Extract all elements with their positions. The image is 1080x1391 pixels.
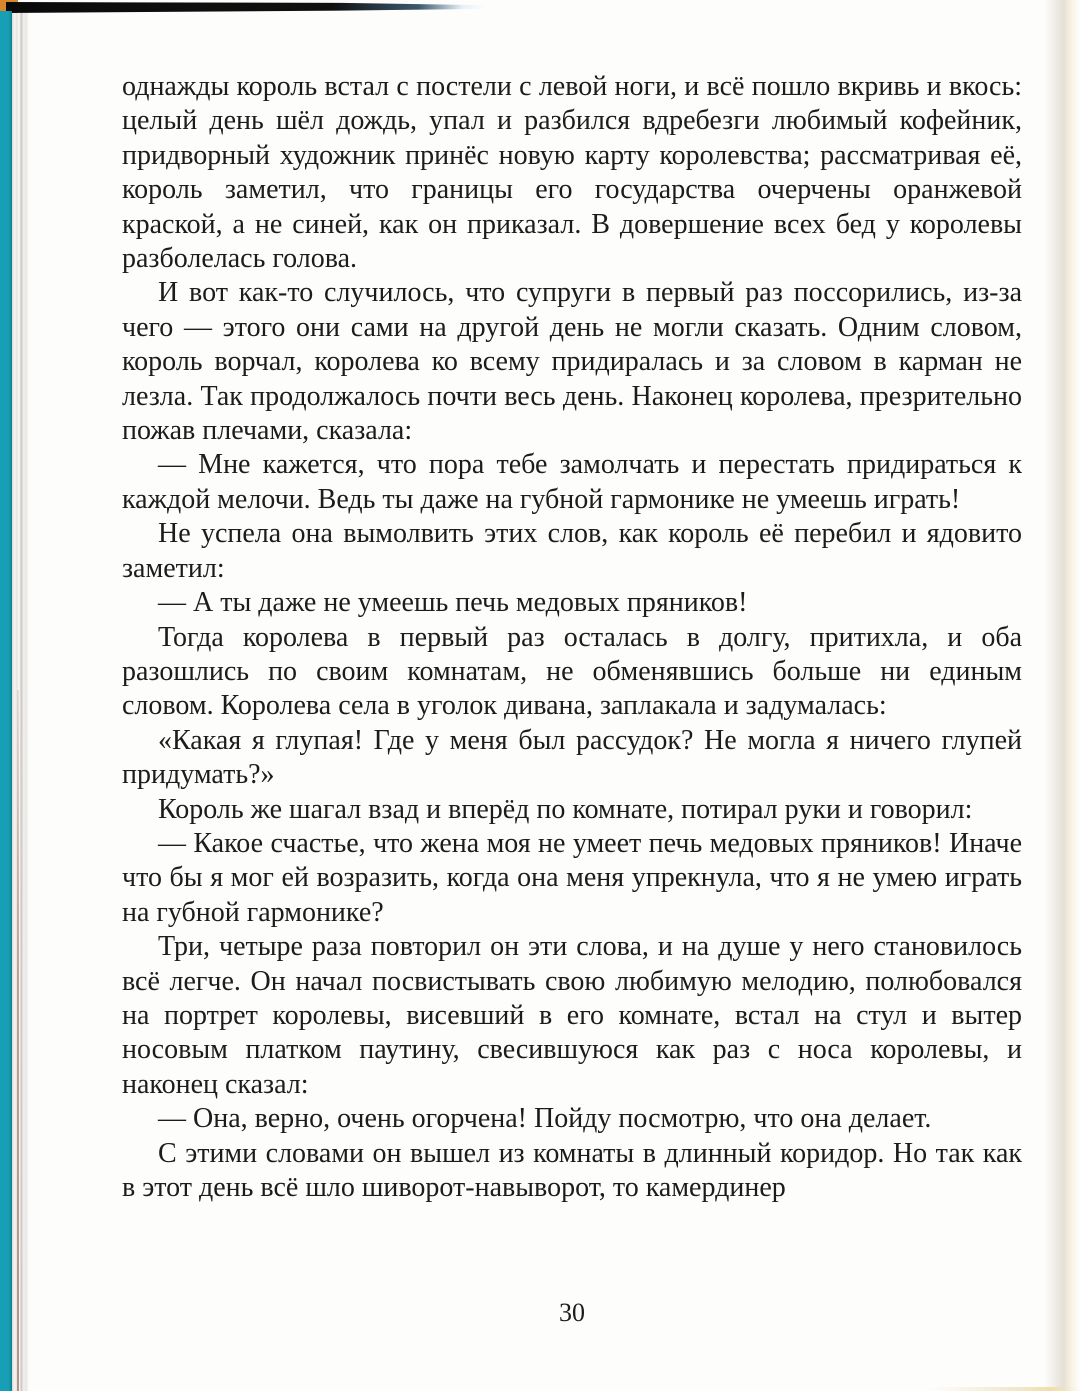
paragraph: Три, четыре раза повторил он эти слова, и на душе у него становилось всё легче. Он начал посвистывать свою любимую мелодию, полюбовался на портрет королевы, висевший в его комнате, встал на стул и вытер носовым платком паутину, свесившуюся как раз с носа королевы, и наконец сказал: <box>122 931 1022 1100</box>
page-number: 30 <box>559 1298 585 1327</box>
paragraph: Король же шагал взад и вперёд по комнате, потирал руки и говорил: <box>158 793 973 825</box>
paragraph: — Она, верно, очень огорчена! Пойду посмотрю, что она делает. <box>158 1103 932 1135</box>
paragraph: Не успела она вымолвить этих слов, как король её перебил и ядовито заметил: <box>122 518 1022 584</box>
paragraph: С этими словами он вышел из комнаты в длинный коридор. Но так как в этот день всё шло шиворот-навыворот, то камердинер <box>122 1137 1022 1203</box>
paragraph: — Мне кажется, что пора тебе замолчать и перестать придираться к каждой мелочи. Ведь ты даже на губной гармонике не умеешь играть! <box>122 449 1022 515</box>
page-text-block <box>122 70 1022 1205</box>
paragraph: — Какое счастье, что жена моя не умеет печь медовых пряников! Иначе что бы я мог ей возразить, когда она меня упрекнула, что я не умею играть на губной гармонике? <box>122 827 1022 928</box>
paragraph: — А ты даже не умеешь печь медовых пряников! <box>158 587 748 619</box>
page-stack-edges <box>12 13 29 1391</box>
paragraph: Тогда королева в первый раз осталась в долгу, притихла, и оба разошлись по своим комнатам, не обменявшись больше ни единым словом. Королева села в уголок дивана, заплакала и задумалась: <box>122 621 1022 722</box>
page-curl-shadow <box>1044 0 1080 1391</box>
paragraph: «Какая я глупая! Где у меня был рассудок? Не могла я ничего глупей придумать?» <box>122 724 1022 791</box>
cover-edge-black <box>6 2 486 13</box>
paragraph: И вот как-то случилось, что супруги в первый раз поссорились, из-за чего — этого они сами на другой день не могли сказать. Одним словом, король ворчал, королева ко всему придиралась и за словом в карман не лезла. Так продолжалось почти весь день. Наконец королева, презрительно пожав плечами, сказала: <box>122 277 1022 447</box>
cover-edge-teal <box>0 11 12 1391</box>
page-stack-crease <box>17 690 19 1391</box>
bottom-edge-highlight <box>930 1387 1080 1391</box>
paragraph: однажды король встал с постели с левой ноги, и всё пошло вкривь и вкось: целый день шёл дождь, упал и разбился вдребезги любимый кофейник, придворный художник принёс новую карту королевства; рассматривая её, король заметил, что границы его государства очерчены оранжевой краской, а не синей, как он приказал. В довершение всех бед у королевы разболелась голова. <box>122 71 1022 275</box>
